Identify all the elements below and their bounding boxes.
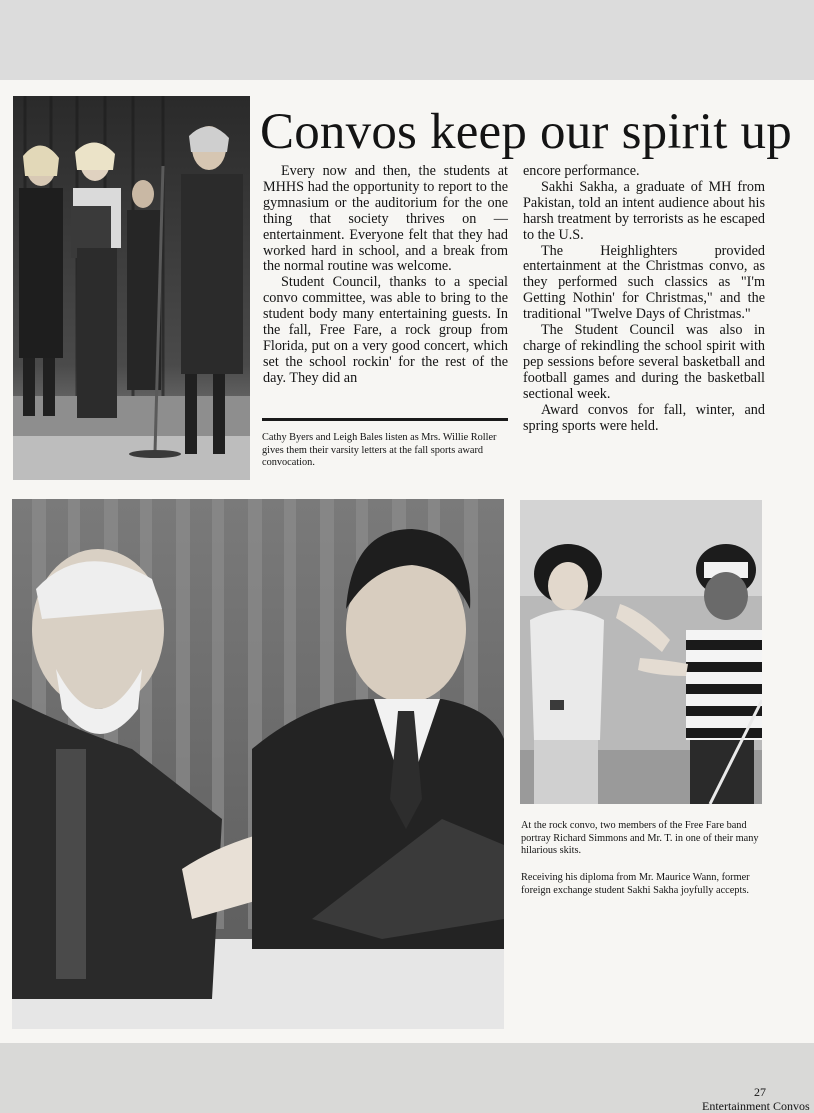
section-label: Entertainment Convos bbox=[702, 1099, 810, 1113]
body-column-right bbox=[523, 164, 765, 434]
body-paragraph: encore performance. bbox=[523, 163, 640, 179]
body-paragraph: Every now and then, the students at MHHS had the opportunity to report to the gymnasium or the auditorium for the one thing that society thrives on — entertainment. Everyone felt that they had worked hard in school, and a break from the normal routine was welcome. bbox=[263, 163, 508, 275]
page-headline: Convos keep our spirit up bbox=[260, 104, 792, 160]
diploma-photo bbox=[12, 499, 504, 1029]
body-column-left bbox=[263, 164, 508, 387]
award-convo-photo bbox=[13, 96, 250, 480]
body-paragraph: Award convos for fall, winter, and spring sports were held. bbox=[523, 401, 765, 434]
page-number: 27 bbox=[754, 1085, 766, 1099]
body-paragraph: The Student Council was also in charge of rekindling the school spirit with pep sessions before several basketball and football games and during the basketball sectional week. bbox=[523, 322, 765, 402]
scan-bottom-margin bbox=[0, 1043, 814, 1113]
body-paragraph: The Heighlighters provided entertainment at the Christmas convo, as they performed such classics as "I'm Getting Nothin' for Christmas," and the traditional "Twelve Days of Christmas." bbox=[523, 242, 765, 323]
body-paragraph: Sakhi Sakha, a graduate of MH from Pakistan, told an intent audience about his harsh treatment by terrorists as he escaped to the U.S. bbox=[523, 178, 765, 243]
body-paragraph: Student Council, thanks to a special convo committee, was able to bring to the student body many entertaining guests. In the fall, Free Fare, a rock group from Florida, put on a very good concert, which set the school rockin' for the rest of the day. They did an bbox=[263, 274, 508, 386]
rock-convo-caption: At the rock convo, two members of the Free Fare band portray Richard Simmons and Mr. T. in one of their many hilarious skits. bbox=[521, 820, 759, 856]
award-convo-caption: Cathy Byers and Leigh Bales listen as Mrs. Willie Roller gives them their varsity letters at the fall sports award convocation. bbox=[262, 432, 497, 468]
caption-rule bbox=[262, 418, 508, 421]
rock-convo-skit-photo bbox=[520, 500, 762, 804]
diploma-caption: Receiving his diploma from Mr. Maurice Wann, former foreign exchange student Sakhi Sakha joyfully accepts. bbox=[521, 872, 750, 896]
